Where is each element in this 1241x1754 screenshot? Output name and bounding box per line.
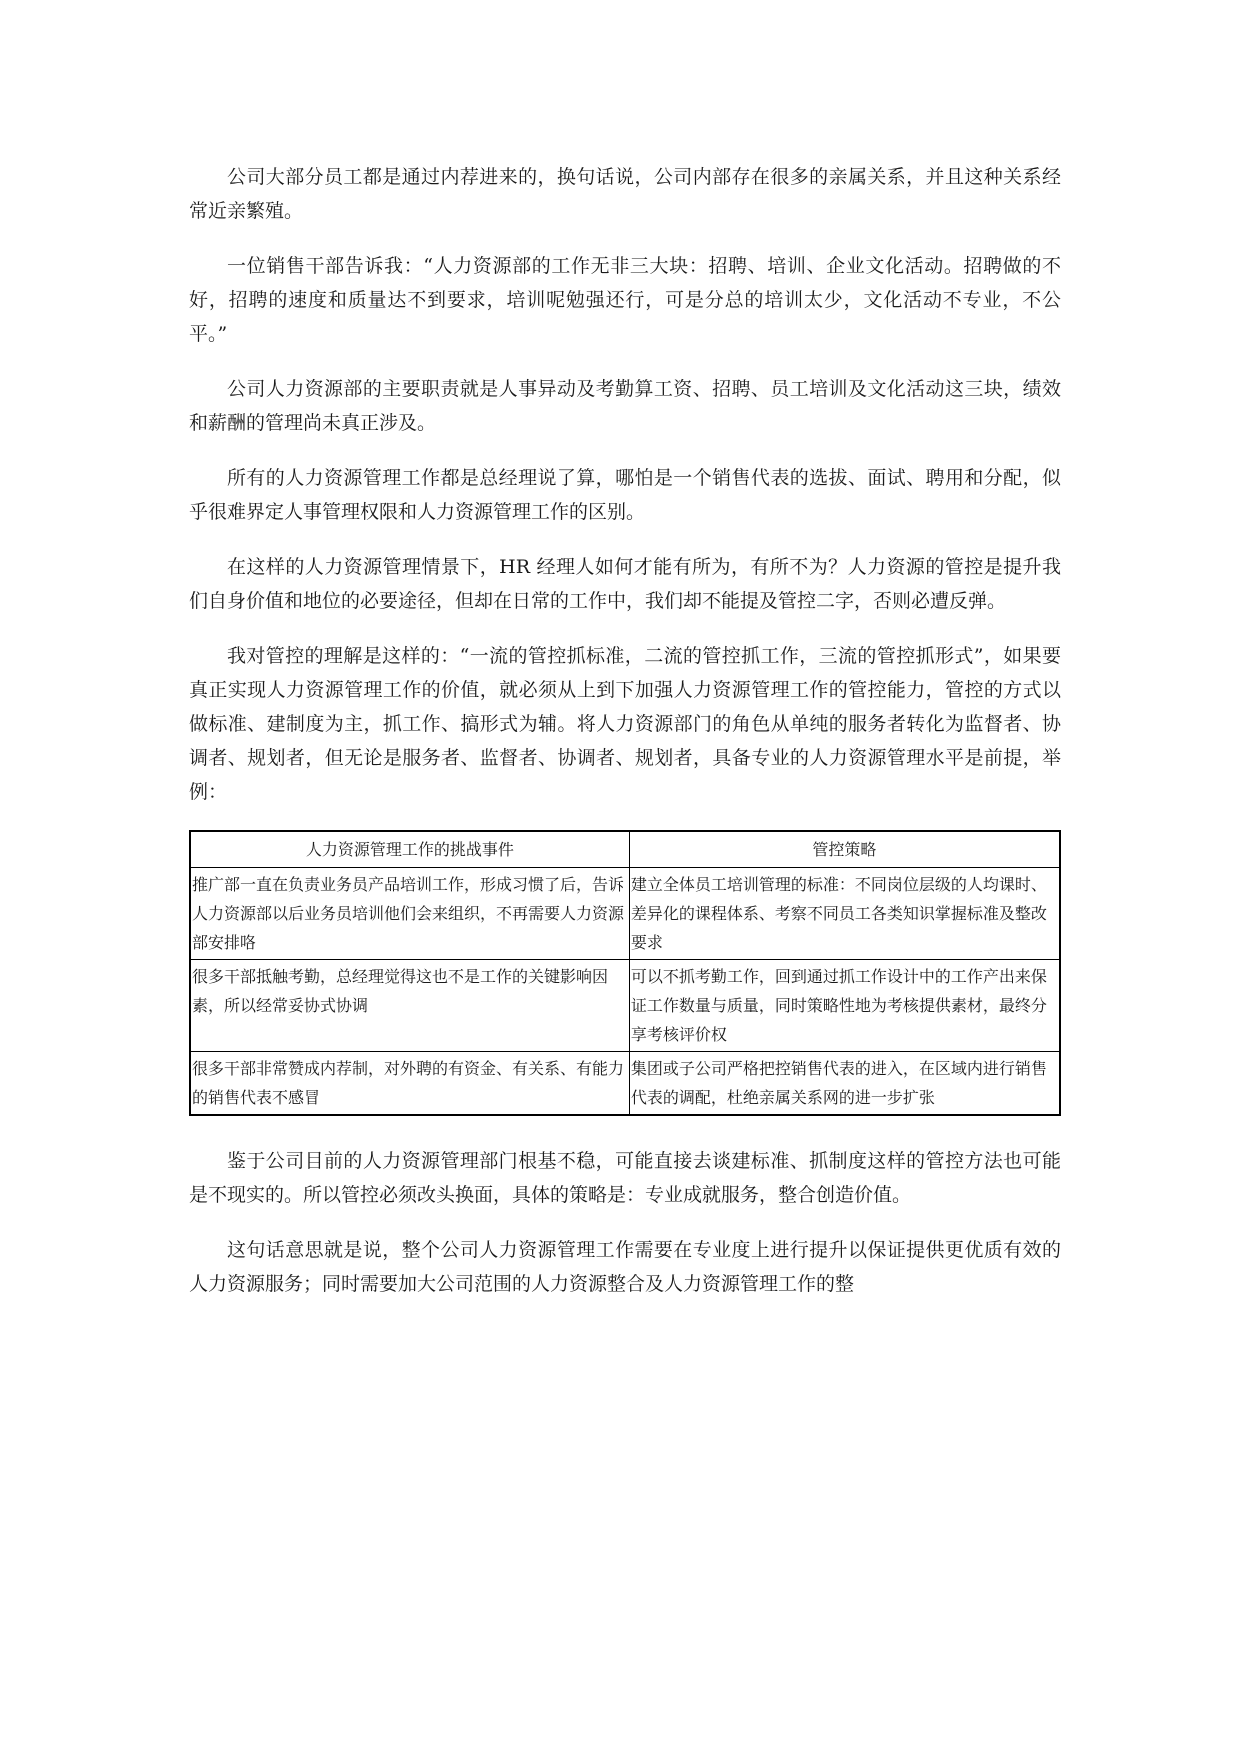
paragraph-8: 这句话意思就是说，整个公司人力资源管理工作需要在专业度上进行提升以保证提供更优质有效的人力资源服务；同时需要加大公司范围的人力资源整合及人力资源管理工作的整: [189, 1239, 1061, 1295]
table-header-row: [190, 831, 1060, 868]
table-cell-challenge: 很多干部非常赞成内荐制，对外聘的有资金、有关系、有能力的销售代表不感冒: [190, 1052, 629, 1116]
table-cell-strategy: 可以不抓考勤工作，回到通过抓工作设计中的工作产出来保证工作数量与质量，同时策略性地为考核提供素材，最终分享考核评价权: [629, 960, 1060, 1052]
table-cell-strategy: 集团或子公司严格把控销售代表的进入，在区域内进行销售代表的调配，杜绝亲属关系网的进一步扩张: [629, 1052, 1060, 1116]
paragraph-5: 在这样的人力资源管理情景下，HR 经理人如何才能有所为，有所不为？人力资源的管控是提升我们自身价值和地位的必要途径，但却在日常的工作中，我们却不能提及管控二字，否则必遭反弹。: [189, 556, 1061, 612]
paragraph-6: 我对管控的理解是这样的：“一流的管控抓标准，二流的管控抓工作，三流的管控抓形式”，如果要真正实现人力资源管理工作的价值，就必须从上到下加强人力资源管理工作的管控能力，管控的方式以做标准、建制度为主，抓工作、搞形式为辅。将人力资源部门的角色从单纯的服务者转化为监督者、协调者、规划者，但无论是服务者、监督者、协调者、规划者，具备专业的人力资源管理水平是前提，举例：: [189, 645, 1061, 803]
table-cell-strategy: 建立全体员工培训管理的标准：不同岗位层级的人均课时、差异化的课程体系、考察不同员工各类知识掌握标准及整改要求: [629, 868, 1060, 960]
header-control-strategy: 管控策略: [629, 831, 1060, 868]
table-row: [190, 868, 1060, 960]
table-row: [190, 960, 1060, 1052]
paragraph-7: 鉴于公司目前的人力资源管理部门根基不稳，可能直接去谈建标准、抓制度这样的管控方法也可能是不现实的。所以管控必须改头换面，具体的策略是：专业成就服务，整合创造价值。: [189, 1150, 1061, 1206]
table-row: [190, 1052, 1060, 1116]
paragraph-4: 所有的人力资源管理工作都是总经理说了算，哪怕是一个销售代表的选拔、面试、聘用和分配，似乎很难界定人事管理权限和人力资源管理工作的区别。: [189, 467, 1061, 523]
paragraph-3: 公司人力资源部的主要职责就是人事异动及考勤算工资、招聘、员工培训及文化活动这三块，绩效和薪酬的管理尚未真正涉及。: [189, 378, 1061, 434]
paragraph-2: 一位销售干部告诉我：“人力资源部的工作无非三大块：招聘、培训、企业文化活动。招聘做的不好，招聘的速度和质量达不到要求，培训呢勉强还行，可是分总的培训太少，文化活动不专业，不公平。”: [189, 255, 1061, 345]
paragraph-1: 公司大部分员工都是通过内荐进来的，换句话说，公司内部存在很多的亲属关系，并且这种关系经常近亲繁殖。: [189, 166, 1061, 222]
document-page: [189, 160, 1061, 1322]
header-challenge-events: 人力资源管理工作的挑战事件: [190, 831, 629, 868]
table-cell-challenge: 很多干部抵触考勤，总经理觉得这也不是工作的关键影响因素，所以经常妥协式协调: [190, 960, 629, 1052]
table-cell-challenge: 推广部一直在负责业务员产品培训工作，形成习惯了后，告诉人力资源部以后业务员培训他们会来组织，不再需要人力资源部安排咯: [190, 868, 629, 960]
strategy-table: [189, 830, 1061, 1116]
